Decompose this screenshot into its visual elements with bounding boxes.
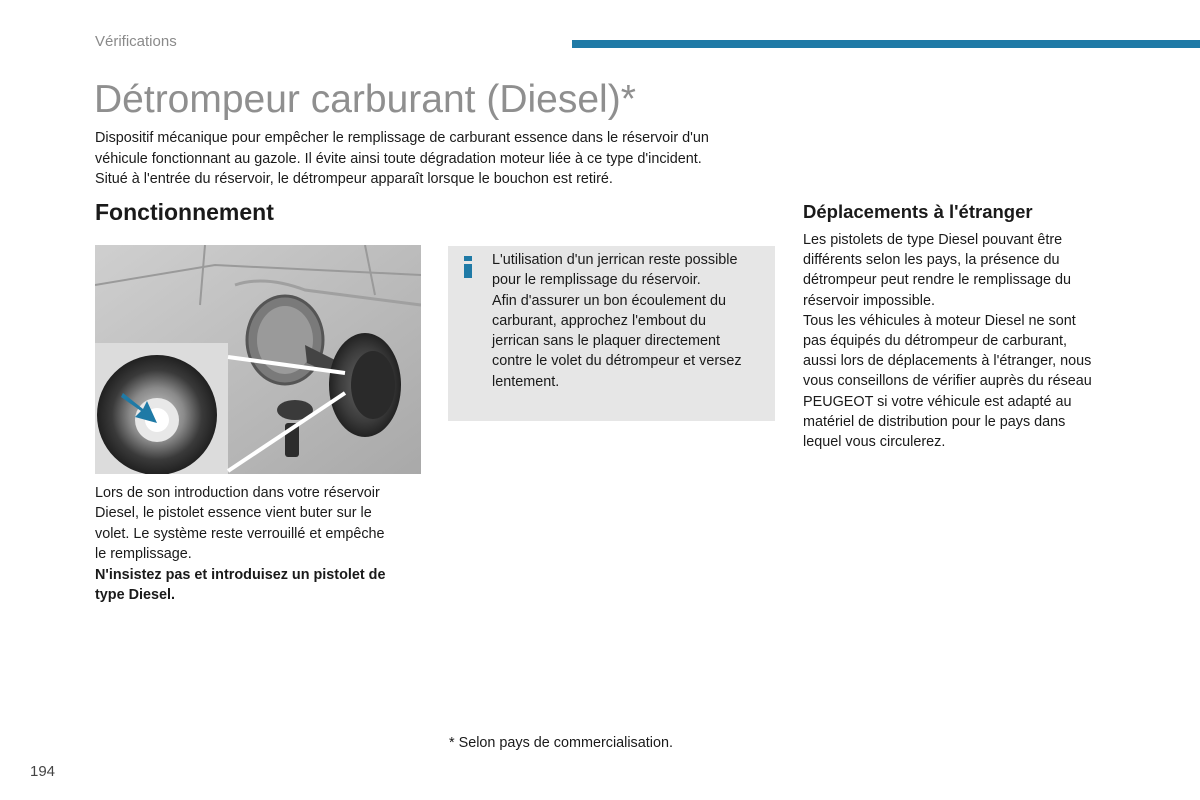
intro-line: Dispositif mécanique pour empêcher le remplissage de carburant essence dans le réservoir d'un: [95, 130, 709, 146]
caption-line: Lors de son introduction dans votre réservoir: [95, 485, 380, 501]
deplacements-line: lequel vous circulerez.: [803, 434, 946, 451]
caption-line: volet. Le système reste verrouillé et empêche: [95, 525, 385, 542]
deplacements-line: aussi lors de déplacements à l'étranger, nous: [803, 353, 1092, 370]
deplacements-heading: Déplacements à l'étranger: [803, 201, 1033, 222]
caption-warning-line: N'insistez pas et introduisez un pistolet de: [95, 566, 386, 583]
deplacements-line: PEUGEOT si votre véhicule est adapté au: [803, 393, 1072, 410]
info-text: [492, 250, 767, 392]
info-icon: [464, 256, 472, 278]
footnote: * Selon pays de commercialisation.: [449, 735, 673, 751]
info-line: lentement.: [492, 373, 560, 390]
deplacements-line: Tous les véhicules à moteur Diesel ne sont: [803, 312, 1076, 329]
deplacements-text: [803, 230, 1103, 452]
info-line: carburant, approchez l'embout du: [492, 312, 706, 329]
caption-line: Diesel, le pistolet essence vient buter sur le: [95, 505, 372, 522]
page-title: Détrompeur carburant (Diesel)*: [94, 78, 636, 121]
info-line: contre le volet du détrompeur et versez: [492, 353, 742, 370]
header-accent-bar: [572, 40, 1200, 48]
info-line: L'utilisation d'un jerrican reste possible: [492, 252, 738, 268]
deplacements-line: pas équipés du détrompeur de carburant,: [803, 333, 1067, 350]
deplacements-line: détrompeur peut rendre le remplissage du: [803, 272, 1071, 289]
caption-warning-line: type Diesel.: [95, 587, 175, 604]
info-line: pour le remplissage du réservoir.: [492, 272, 701, 289]
deplacements-line: Les pistolets de type Diesel pouvant être: [803, 232, 1063, 248]
caption-line: le remplissage.: [95, 546, 192, 563]
intro-line: Situé à l'entrée du réservoir, le détrompeur apparaît lorsque le bouchon est retiré.: [95, 171, 613, 187]
deplacements-line: différents selon les pays, la présence du: [803, 252, 1060, 269]
info-line: Afin d'assurer un bon écoulement du: [492, 292, 726, 309]
deplacements-line: vous conseillons de vérifier auprès du réseau: [803, 373, 1092, 390]
intro-line: véhicule fonctionnant au gazole. Il évite ainsi toute dégradation moteur liée à ce type d'incident.: [95, 150, 702, 167]
intro-paragraph: [95, 128, 775, 190]
info-line: jerrican sans le plaquer directement: [492, 333, 720, 350]
page-number: 194: [30, 763, 56, 780]
fuel-filler-illustration: [95, 245, 421, 474]
fonctionnement-heading: Fonctionnement: [95, 199, 274, 225]
deplacements-line: réservoir impossible.: [803, 292, 935, 309]
section-label: Vérifications: [95, 33, 177, 50]
fonctionnement-caption: [95, 483, 425, 605]
deplacements-line: matériel de distribution pour le pays dans: [803, 413, 1066, 430]
